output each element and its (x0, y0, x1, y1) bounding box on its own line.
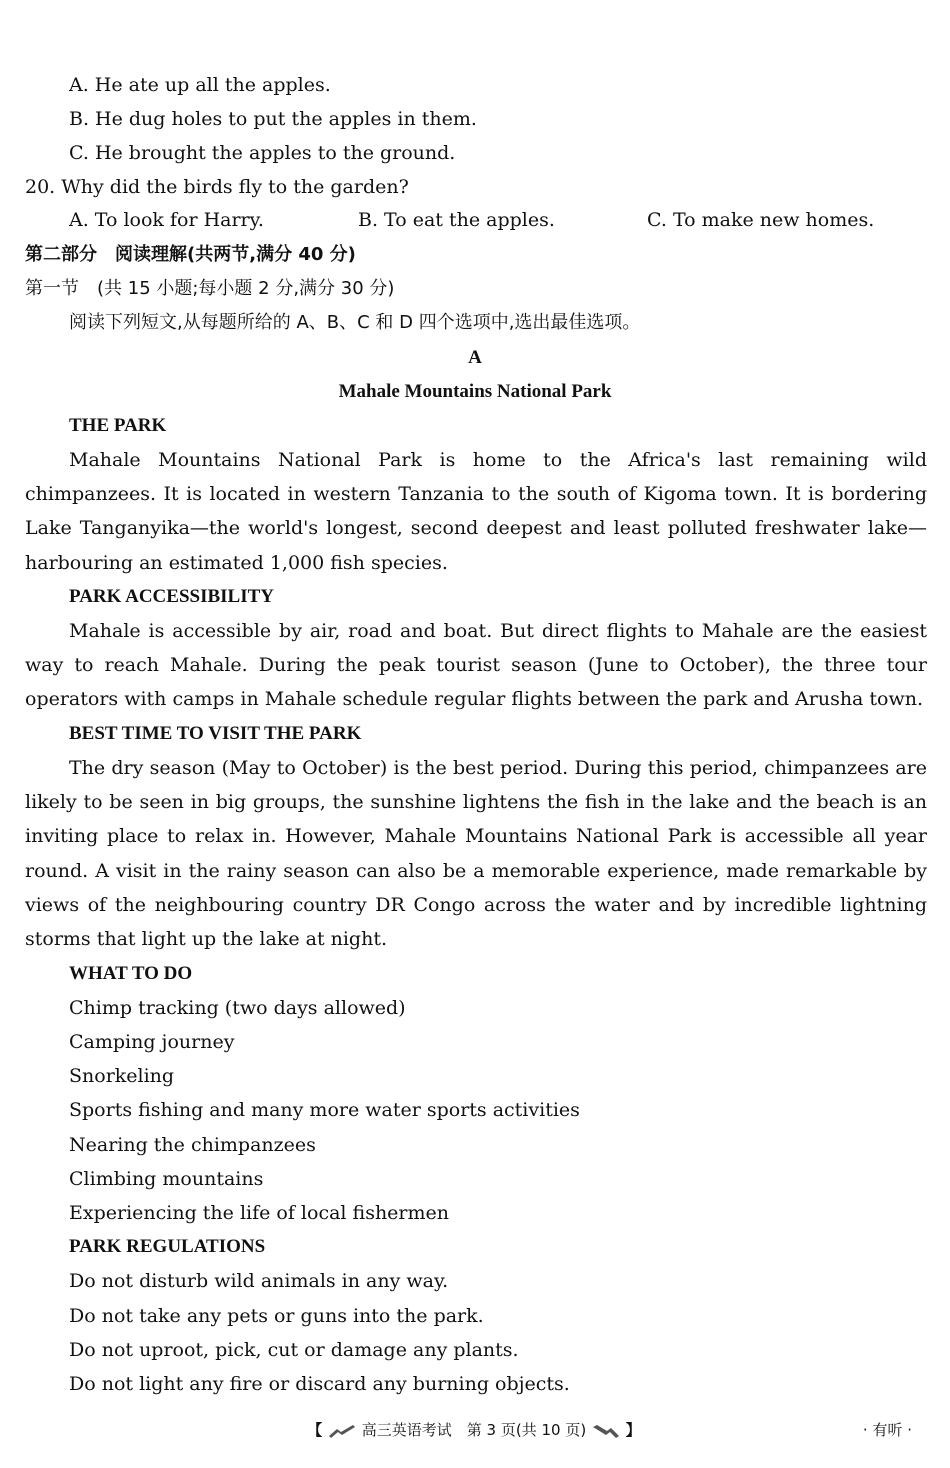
instruction: 阅读下列短文,从每题所给的 A、B、C 和 D 四个选项中,选出最佳选项。 (69, 312, 641, 333)
q20-option-c: C. To make new homes. (647, 209, 875, 231)
list-item-todo: Experiencing the life of local fishermen (69, 1202, 450, 1224)
list-item-todo: Camping journey (69, 1031, 235, 1053)
passage-letter: A (468, 347, 482, 368)
q19-option-a: A. He ate up all the apples. (69, 74, 331, 96)
section-heading-accessibility: PARK ACCESSIBILITY (69, 586, 275, 607)
list-item-todo: Snorkeling (69, 1065, 175, 1087)
passage-title: Mahale Mountains National Park (338, 381, 612, 402)
footer-close-bracket: 】 (625, 1421, 641, 1439)
list-item-regulation: Do not take any pets or guns into the park. (69, 1305, 484, 1327)
footer-open-bracket: 【 (307, 1421, 323, 1439)
page-footer (0, 1416, 950, 1444)
pencil-decoration-icon (327, 1423, 357, 1439)
list-item-regulation: Do not uproot, pick, cut or damage any plants. (69, 1339, 519, 1361)
paragraph-the-park (25, 443, 927, 580)
footer-right-mark: · 有听 · (862, 1421, 912, 1439)
q20-stem: 20. Why did the birds fly to the garden? (25, 176, 409, 198)
list-item-todo: Climbing mountains (69, 1168, 264, 1190)
footer-page-info: 高三英语考试 第 3 页(共 10 页) (361, 1421, 587, 1439)
list-item-todo: Nearing the chimpanzees (69, 1134, 316, 1156)
paragraph-accessibility (25, 614, 927, 717)
list-item-regulation: Do not disturb wild animals in any way. (69, 1270, 449, 1292)
list-item-todo: Sports fishing and many more water sports activities (69, 1099, 580, 1121)
section1-title: 第一节 (共 15 小题;每小题 2 分,满分 30 分) (25, 278, 395, 299)
paragraph-best-time (25, 751, 927, 956)
pencil-decoration-icon (591, 1423, 621, 1439)
part2-title: 第二部分 阅读理解(共两节,满分 40 分) (25, 244, 356, 265)
paragraph-text: Mahale is accessible by air, road and boat. But direct flights to Mahale are the easiest way to reach Mahale. During the peak tourist season (June to October), the three tour operators with camps in Mahale schedule regular flights between the park and Arusha town. (25, 620, 927, 711)
section-heading-what-to-do: WHAT TO DO (69, 963, 193, 984)
q19-option-b: B. He dug holes to put the apples in them. (69, 108, 477, 130)
list-item-regulation: Do not light any fire or discard any burning objects. (69, 1373, 570, 1395)
q20-option-b: B. To eat the apples. (358, 209, 555, 231)
q19-option-c: C. He brought the apples to the ground. (69, 142, 456, 164)
section-heading-the-park: THE PARK (69, 415, 167, 436)
section-heading-regulations: PARK REGULATIONS (69, 1236, 266, 1257)
paragraph-text: The dry season (May to October) is the best period. During this period, chimpanzees are likely to be seen in big groups, the sunshine lightens the fish in the lake and the beach is an inviting place to relax in. However, Mahale Mountains National Park is accessible all year round. A visit in the rainy season can also be a memorable experience, made remarkable by views of the neighbouring country DR Congo across the water and by incredible lightning storms that light up the lake at night. (25, 757, 927, 951)
footer-center (304, 1416, 644, 1444)
section-heading-best-time: BEST TIME TO VISIT THE PARK (69, 723, 362, 744)
list-item-todo: Chimp tracking (two days allowed) (69, 997, 406, 1019)
paragraph-text: Mahale Mountains National Park is home to the Africa's last remaining wild chimpanzees. It is located in western Tanzania to the south of Kigoma town. It is bordering Lake Tanganyika—the world's longest, second deepest and least polluted freshwater lake—harbouring an estimated 1,000 fish species. (25, 449, 927, 574)
q20-option-a: A. To look for Harry. (69, 209, 264, 231)
